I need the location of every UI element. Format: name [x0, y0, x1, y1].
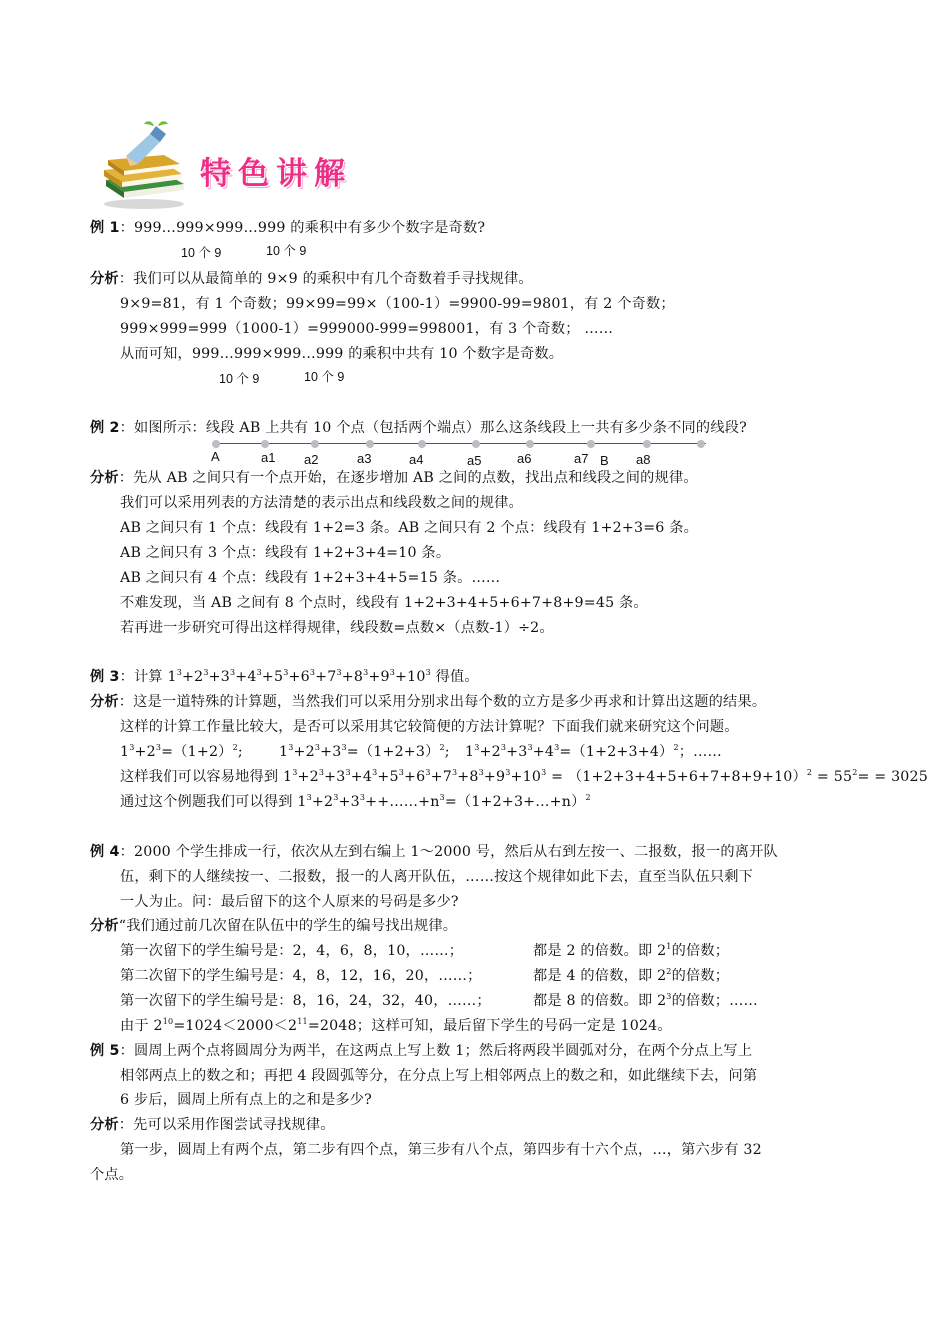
ex3-line-2c: $1^3+2^3+3^3+4^3=(1+2+3+4)^2$；……: [465, 743, 722, 760]
ex1-under-1: 10 个 9: [181, 246, 222, 260]
ex1-label: 例 1: [90, 220, 120, 236]
ex1-line-3: 从而可知，999…999×999…999 的乘积中共有 10 个数字是奇数。: [120, 346, 564, 362]
ex1-analysis: 分析：我们可以从最简单的 9×9 的乘积中有几个奇数着手寻找规律。: [90, 271, 533, 287]
ex4-analysis: 分析“我们通过前几次留在队伍中的学生的编号找出规律。: [90, 918, 458, 934]
point-label: A: [211, 449, 220, 464]
point-dot: [697, 440, 705, 448]
point-label: a6: [517, 451, 532, 466]
ex4-row-1: 第一次留下的学生编号是：2，4，6，8，10，……；: [120, 943, 464, 959]
point-label: a1: [261, 450, 276, 465]
ex1-line-1: 9×9=81，有 1 个奇数；99×99=99×（100-1）=9900-99=9801，有 2 个奇数；: [120, 296, 675, 312]
point-label: B: [600, 453, 609, 468]
point-dot: [366, 440, 374, 448]
point-dot: [472, 440, 480, 448]
ex5-question-3: 6 步后，圆周上所有点上的之和是多少?: [120, 1092, 372, 1108]
point-label: a7: [574, 451, 589, 466]
ex4-question-2: 伍，剩下的人继续按一、二报数，报一的人离开队伍，……按这个规律如此下去，直至当队伍只剩下: [120, 869, 754, 885]
ex2-line-1: 我们可以采用列表的方法清楚的表示出点和线段数之间的规律。: [120, 495, 523, 511]
point-label: a8: [636, 452, 651, 467]
ex1-under-3: 10 个 9: [219, 372, 260, 386]
ex2-line-6: 若再进一步研究可得出这样得规律，线段数=点数×（点数-1）÷2。: [120, 620, 554, 636]
point-dot: [311, 440, 319, 448]
ex5-line-2: 个点。: [90, 1167, 134, 1183]
point-dot: [418, 440, 426, 448]
books-pencil-icon: [96, 118, 188, 210]
ex3-line-3: 这样我们可以容易地得到 $1^3+2^3+3^3+4^3+5^3+6^3+7^3+8^3+9^3+10^3 = (1+2+3+4+5+6+7+8+9+10)^2 = 55^2= = 3025$: [120, 768, 928, 785]
point-dot: [261, 440, 269, 448]
ex2-line-3: AB 之间只有 3 个点：线段有 1+2+3+4=10 条。: [120, 545, 451, 561]
ex4-question-1: 例 4：2000 个学生排成一行，依次从左到右编上 1～2000 号，然后从右到左按一、二报数，报一的离开队: [90, 844, 778, 860]
ex5-line-1: 第一步，圆周上有两个点，第二步有四个点，第三步有八个点，第四步有十六个点，…，第六步有 32: [120, 1142, 762, 1158]
point-dot: [587, 440, 595, 448]
ex3-question: 例 3：计算 $1^3+2^3+3^3+4^3+5^3+6^3+7^3+8^3+9^3+10^3$ 得值。: [90, 668, 479, 685]
ex1-question: 例 1：999…999×999…999 的乘积中有多少个数字是奇数?: [90, 220, 486, 236]
ex2-analysis: 分析：先从 AB 之间只有一个点开始，在逐步增加 AB 之间的点数，找出点和线段之间的规律。: [90, 470, 698, 486]
ex3-analysis: 分析：这是一道特殊的计算题，当然我们可以采用分别求出每个数的立方是多少再求和计算出这题的结果。: [90, 694, 767, 710]
point-label: a5: [467, 453, 482, 468]
ex1-under-2: 10 个 9: [266, 244, 307, 258]
segment-line: [216, 443, 706, 444]
ex4-row-2: 第二次留下的学生编号是：4，8，12，16，20，……；: [120, 968, 482, 984]
ex5-question-2: 相邻两点上的数之和；再把 4 段圆弧等分，在分点上写上相邻两点上的数之和，如此继续下去，问第: [120, 1068, 758, 1084]
ex3-line-2a: $1^3+2^3=(1+2)^2$;: [120, 743, 243, 760]
books-logo: [96, 118, 188, 210]
ex4-row-2-note: 都是 4 的倍数，即 $2^2$的倍数；: [533, 967, 730, 984]
ex4-row-3-note: 都是 8 的倍数。即 $2^3$的倍数；……: [533, 992, 758, 1009]
ex1-line-2: 999×999=999（1000-1）=999000-999=998001，有 3 个奇数； ……: [120, 321, 614, 337]
point-dot: [643, 440, 651, 448]
ex4-question-3: 一人为止。问：最后留下的这个人原来的号码是多少?: [120, 894, 459, 910]
point-dot: [212, 440, 220, 448]
point-label: a4: [409, 452, 424, 467]
ex3-line-4: 通过这个例题我们可以得到 $1^3+2^3+3^3++\dots\dots+n^3=(1+2+3+\dots+n)^2$: [120, 793, 591, 810]
ex4-row-1-note: 都是 2 的倍数。即 $2^1$的倍数；: [533, 942, 730, 959]
point-label: a2: [304, 452, 319, 467]
ex2-line-4: AB 之间只有 4 个点：线段有 1+2+3+4+5=15 条。……: [120, 570, 501, 586]
ex3-line-2b: $1^3+2^3+3^3=(1+2+3)^2$;: [279, 743, 450, 760]
ex5-analysis: 分析：先可以采用作图尝试寻找规律。: [90, 1117, 335, 1133]
ex4-conclusion: 由于 $2^{10}=1024<2000<2^{11}=2048$；这样可知，最后留下学生的号码一定是 1024。: [120, 1017, 672, 1034]
ex1-under-4: 10 个 9: [304, 370, 345, 384]
page-title: 特色讲解: [200, 156, 352, 192]
ex2-line-2: AB 之间只有 1 个点：线段有 1+2=3 条。AB 之间只有 2 个点：线段有 1+2+3=6 条。: [120, 520, 699, 536]
ex3-line-1: 这样的计算工作量比较大，是否可以采用其它较简便的方法计算呢？下面我们就来研究这个问题。: [120, 719, 739, 735]
point-label: a3: [357, 451, 372, 466]
ex2-line-5: 不难发现，当 AB 之间有 8 个点时，线段有 1+2+3+4+5+6+7+8+9=45 条。: [120, 595, 648, 611]
ex2-question: 例 2：如图所示：线段 AB 上共有 10 个点（包括两个端点）那么这条线段上一共有多少条不同的线段?: [90, 420, 747, 436]
point-dot: [526, 440, 534, 448]
ex5-question-1: 例 5：圆周上两个点将圆周分为两半，在这两点上写上数 1；然后将两段半圆弧对分，在两个分点上写上: [90, 1043, 753, 1059]
ex4-row-3: 第一次留下的学生编号是：8，16，24，32，40，……；: [120, 993, 491, 1009]
